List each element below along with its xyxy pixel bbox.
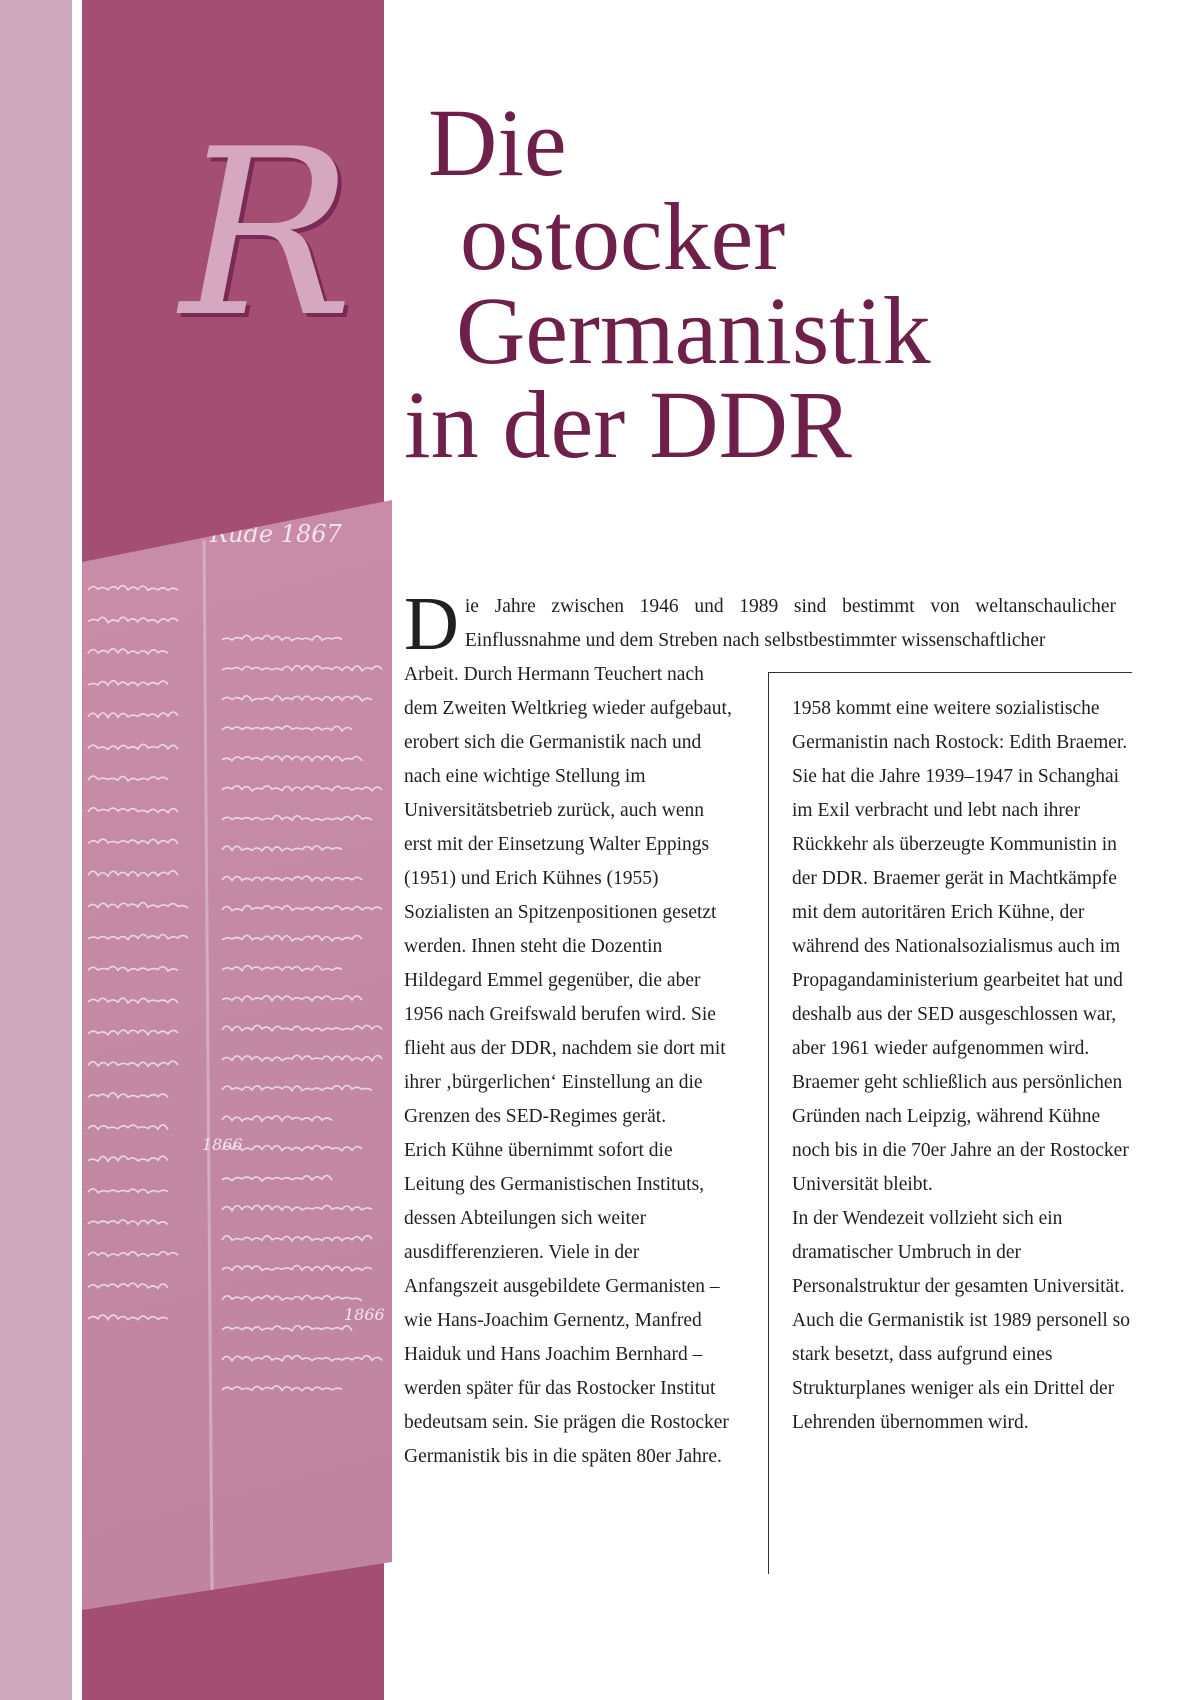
drop-cap: D — [404, 582, 459, 666]
manuscript-image — [82, 500, 392, 1610]
handwriting-stroke — [222, 1236, 372, 1241]
handwriting-stroke — [88, 617, 178, 623]
handwriting-stroke — [222, 1025, 382, 1031]
handwriting-stroke — [88, 712, 178, 718]
manuscript-date-label: Rude 1867 — [210, 520, 342, 548]
left-column — [404, 658, 736, 1474]
handwriting-stroke — [222, 1085, 372, 1090]
handwriting-stroke — [222, 666, 382, 671]
handwriting-stroke — [88, 744, 178, 749]
handwriting-stroke — [222, 1265, 372, 1270]
handwriting-stroke — [88, 871, 178, 877]
handwriting-stroke — [222, 1055, 382, 1061]
intro-text: ie Jahre zwischen 1946 und 1989 sind bestimmt von weltanschaulicher Einflussnahme und dem Streben nach selbstbestimmter wissenschaftlicher — [464, 596, 1116, 651]
handwriting-stroke — [88, 808, 178, 813]
left-paragraph-2: Erich Kühne übernimmt sofort die Leitung des Germanistischen Instituts, dessen Abteilungen sich weiter ausdifferenzieren. Viele in der Anfangszeit ausgebildete Germanisten – wie Hans-Joachim Gernentz, Manfred Haiduk und Hans Joachim Bernhard – werden später für das Rostocker Institut bedeutsam sein. Sie prägen die Rostocker Germanistik bis in die späten 80er Jahre. — [404, 1140, 729, 1467]
column-rule-horizontal — [768, 672, 1132, 673]
handwriting-stroke — [222, 876, 362, 881]
left-paragraph-1: Arbeit. Durch Hermann Teuchert nach dem Zweiten Weltkrieg wieder aufgebaut, erobert sich die Germanistik nach und nach eine wichtige Stellung im Universitätsbetrieb zurück, auch wenn erst mit der Einsetzung Walter Eppings (1951) und Erich Kühnes (1955) Sozialisten an Spitzenpositionen gesetzt werden. Ihnen steht die Dozentin Hildegard Emmel gegenüber, die aber 1956 nach Greifswald berufen wird. Sie flieht aus der DDR, nachdem sie dort mit ihrer ‚bürgerlichen‘ Einstellung an die Grenzen des SED-Regimes gerät. — [404, 664, 732, 1127]
handwriting-stroke — [88, 998, 178, 1003]
handwriting-stroke — [88, 934, 188, 939]
handwriting-stroke — [88, 839, 178, 844]
handwriting-stroke — [222, 935, 362, 940]
title-line-4: in der DDR — [404, 371, 852, 478]
handwriting-stroke — [222, 1326, 352, 1331]
column-rule-vertical — [768, 672, 769, 1574]
handwriting-stroke — [88, 1093, 168, 1098]
title-line-3: Germanistik — [456, 277, 931, 384]
manuscript-year-b: 1866 — [344, 1305, 385, 1324]
handwriting-stroke — [222, 996, 362, 1001]
handwriting-stroke — [88, 1125, 168, 1130]
manuscript-year-a: 1866 — [202, 1135, 243, 1154]
handwriting-stroke — [88, 1220, 168, 1225]
handwriting-stroke — [222, 756, 362, 761]
handwriting-stroke — [222, 1356, 382, 1361]
handwriting-stroke — [88, 1252, 178, 1257]
white-gap-stripe — [72, 0, 82, 1700]
handwriting-texture — [82, 500, 392, 1610]
handwriting-stroke — [88, 1283, 168, 1288]
handwriting-stroke — [222, 1296, 362, 1301]
handwriting-stroke — [88, 1315, 168, 1320]
handwriting-stroke — [222, 846, 342, 851]
left-light-stripe — [0, 0, 72, 1700]
handwriting-stroke — [88, 903, 188, 908]
title-line-2: ostocker — [460, 183, 786, 290]
handwriting-stroke — [88, 1156, 168, 1161]
intro-paragraph — [404, 582, 1116, 666]
handwriting-stroke — [222, 1205, 372, 1210]
title-swash-initial: R — [180, 101, 354, 368]
handwriting-stroke — [88, 586, 178, 591]
handwriting-stroke — [88, 649, 168, 654]
handwriting-stroke — [222, 966, 342, 971]
right-paragraph-2: In der Wendezeit vollzieht sich ein dramatischer Umbruch in der Personalstruktur der gesamten Universität. Auch die Germanistik ist 1989 personell so stark besetzt, dass aufgrund eines Strukturplanes weniger als ein Drittel der Lehrenden übernommen wird. — [792, 1208, 1130, 1433]
handwriting-stroke — [88, 966, 178, 971]
handwriting-stroke — [88, 1061, 178, 1066]
handwriting-stroke — [222, 1176, 332, 1181]
handwriting-stroke — [222, 906, 382, 911]
handwriting-stroke — [88, 776, 168, 781]
right-column — [792, 692, 1132, 1440]
handwriting-stroke — [222, 696, 372, 701]
handwriting-stroke — [88, 1189, 168, 1193]
right-paragraph-1: 1958 kommt eine weitere sozialistische Germanistin nach Rostock: Edith Braemer. Sie hat die Jahre 1939–1947 in Schanghai im Exil verbracht und lebt nach ihrer Rückkehr als überzeugte Kommunistin in der DDR. Braemer gerät in Machtkämpfe mit dem autoritären Erich Kühne, der während des Nationalsozialismus auch im Propagandaministerium gearbeitet hat und deshalb aus der SED ausgeschlossen war, aber 1961 wieder aufgenommen wird. Braemer geht schließlich aus persönlichen Gründen nach Leipzig, während Kühne noch bis in die 70er Jahre an der Rostocker Universität bleibt. — [792, 698, 1129, 1195]
handwriting-stroke — [222, 786, 382, 791]
handwriting-stroke — [222, 815, 372, 820]
handwriting-stroke — [222, 1146, 362, 1151]
title-line-1: Die — [428, 89, 567, 196]
handwriting-stroke — [222, 1386, 342, 1391]
handwriting-stroke — [222, 635, 342, 640]
handwriting-stroke — [222, 726, 352, 731]
handwriting-stroke — [222, 1116, 332, 1121]
handwriting-stroke — [88, 681, 168, 686]
handwriting-stroke — [88, 1030, 178, 1035]
